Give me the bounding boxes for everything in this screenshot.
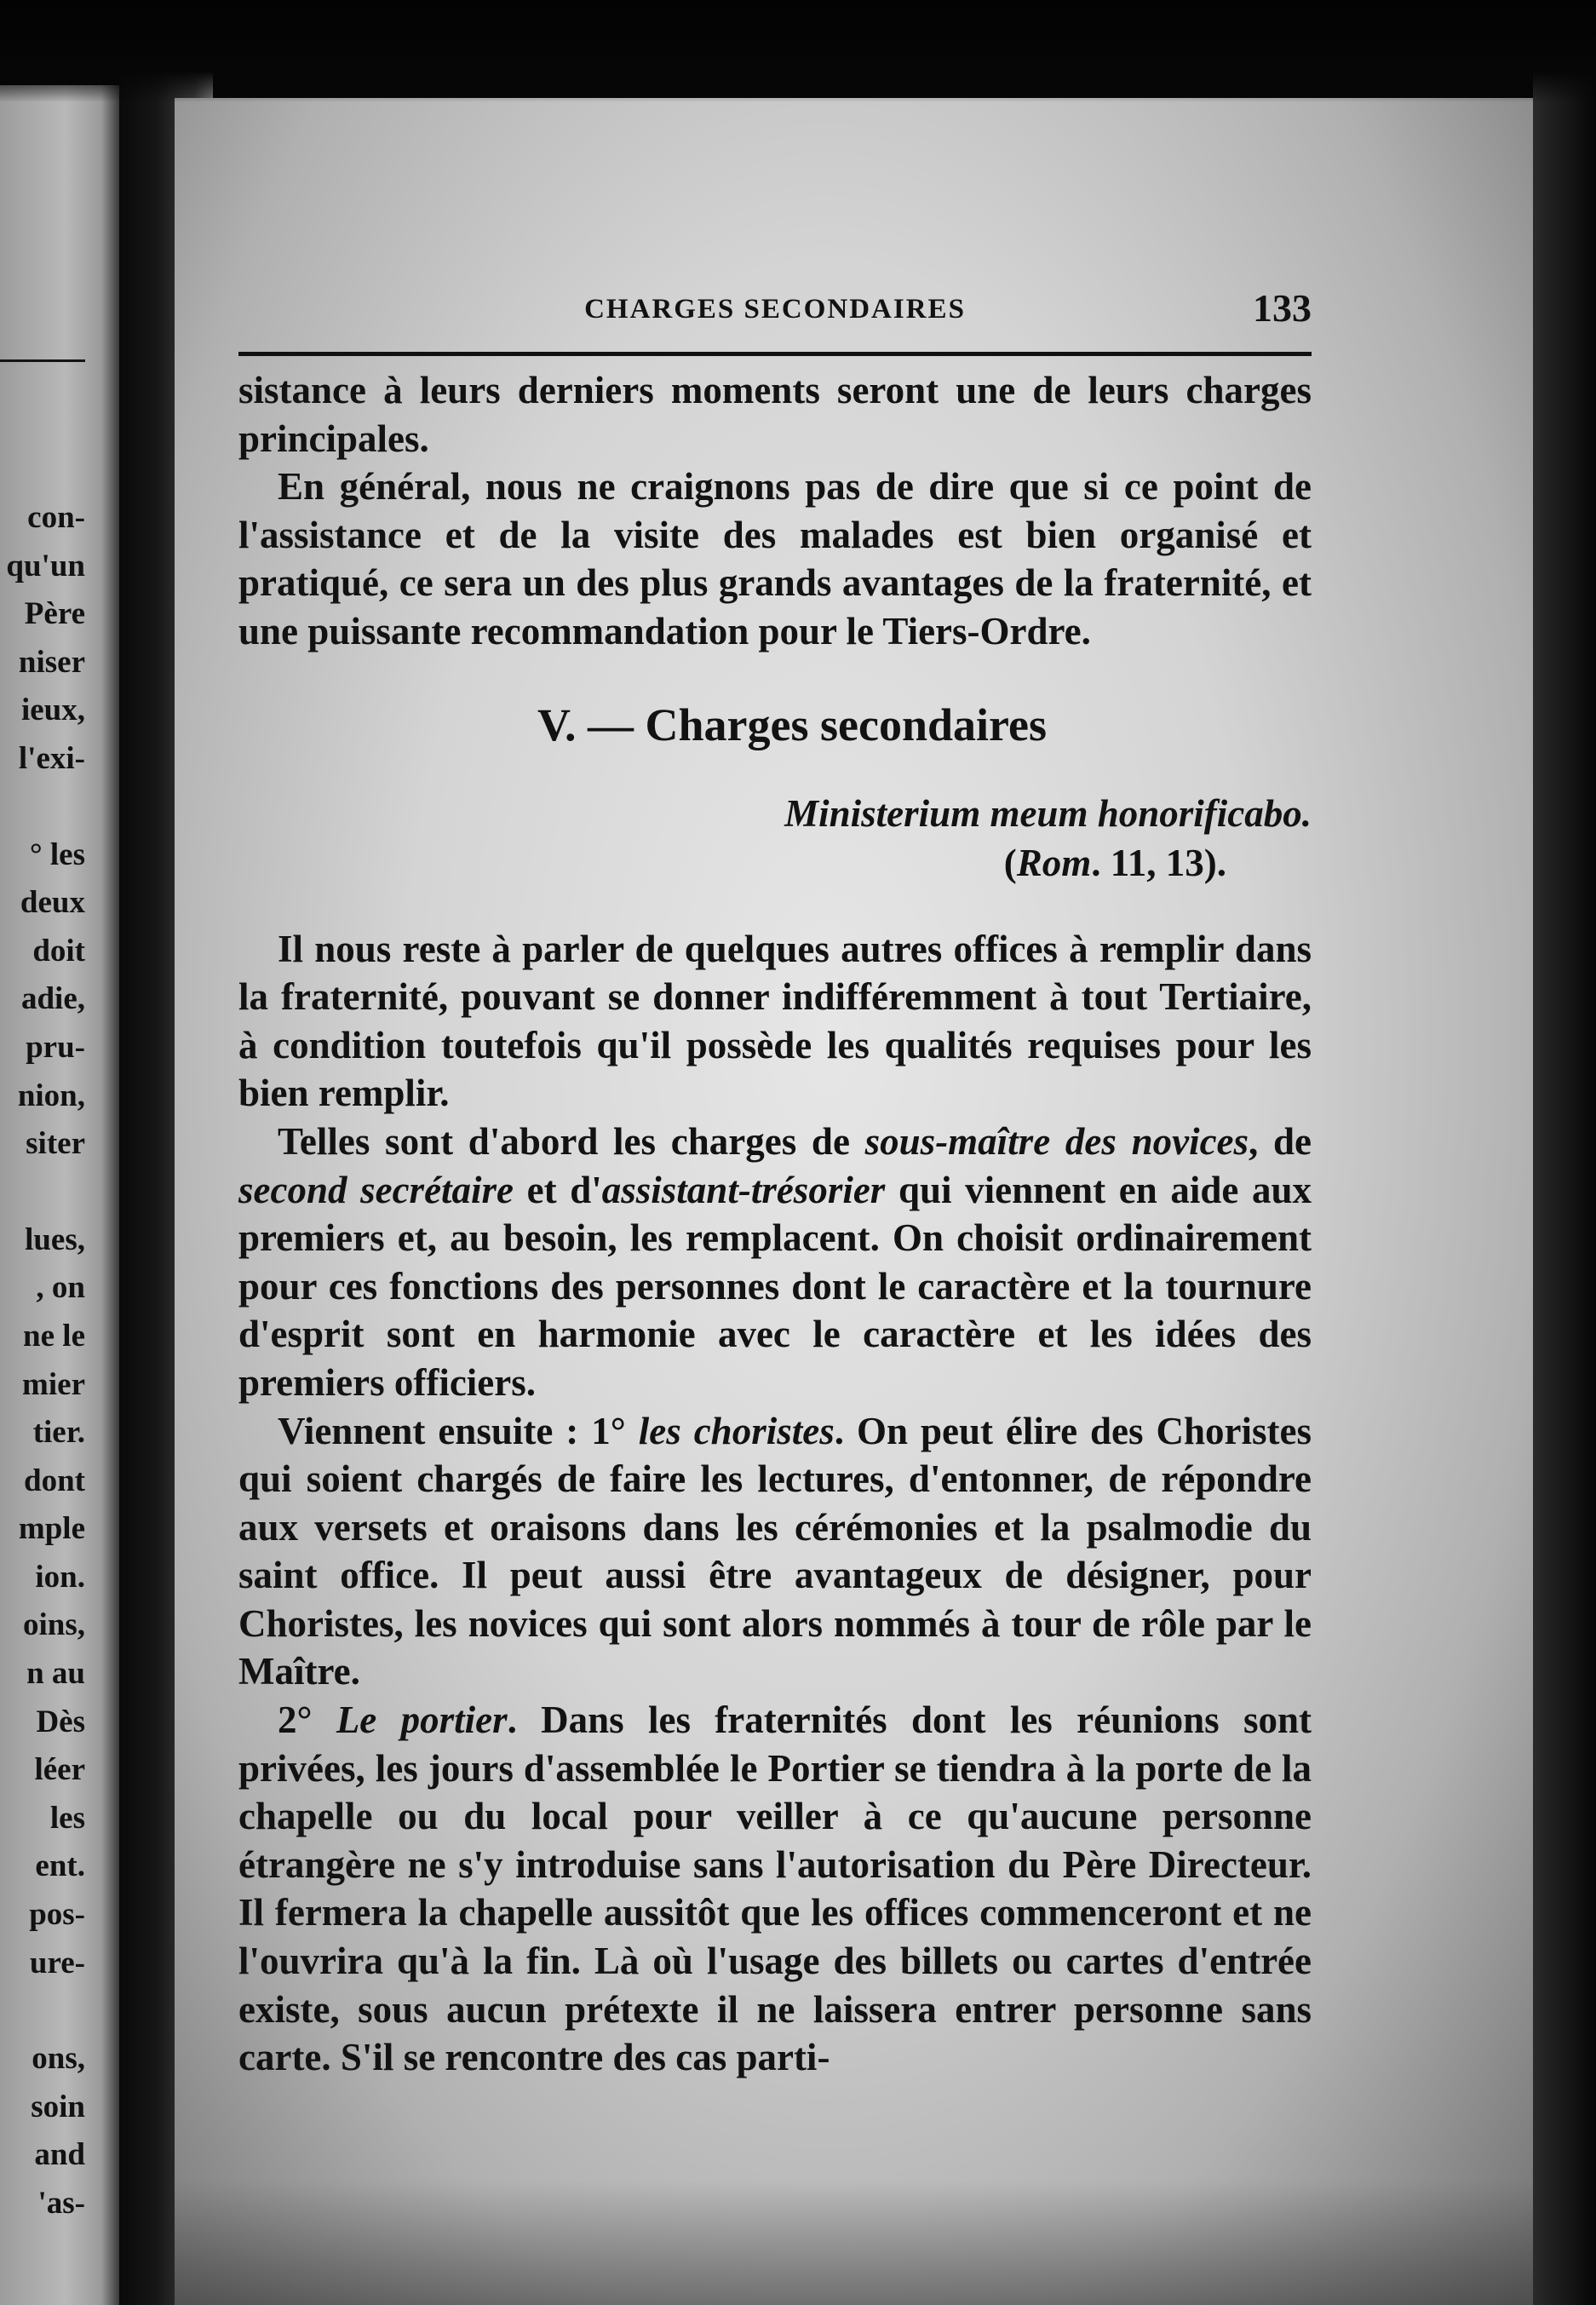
previous-page-line-endings xyxy=(0,494,85,2228)
page-number: 133 xyxy=(1253,286,1312,330)
italic-term: Le portier xyxy=(336,1699,508,1742)
previous-page-line xyxy=(0,784,85,831)
text-run: Telles sont d'abord les charges de xyxy=(278,1119,865,1163)
previous-page-line: ne le xyxy=(23,1318,85,1354)
scan-top-border xyxy=(0,0,1596,102)
text-run: . On peut élire des Choristes qui soient chargés de faire les lectures, d'entonner, de répondre aux versets et oraisons dans les cérémonies et la psalmodie du saint office. Il peut aussi être avantageux de désigner, pour Choristes, les novices qui sont alors nommés à tour de rôle par le Maître. xyxy=(238,1409,1312,1693)
epigraph-quote: Ministerium meum honorificabo. xyxy=(784,791,1312,835)
previous-page-line: deux xyxy=(20,885,85,921)
text-run: Viennent ensuite : 1° xyxy=(278,1409,639,1452)
previous-page-line: mple xyxy=(18,1511,85,1547)
paragraph-continuation: sistance à leurs derniers moments seront une de leurs charges principales. xyxy=(238,369,1312,460)
paragraph-other-offices: Il nous reste à parler de quelques autres offices à remplir dans la fraternité, pouvant se donner indifféremment à tout Tertiaire, à condition toutefois qu'il possède les qualités requises pour les bien remplir. xyxy=(238,927,1312,1115)
previous-page-line: ieux, xyxy=(20,693,85,728)
page-text-block xyxy=(238,285,1312,2082)
italic-term: second secrétaire xyxy=(238,1168,514,1211)
section-heading: V. — Charges secondaires xyxy=(537,698,1047,750)
previous-page-line: doit xyxy=(32,933,85,969)
previous-page-line: l'exi- xyxy=(18,740,85,776)
italic-term: les choristes xyxy=(638,1409,835,1452)
previous-page-line: Père xyxy=(24,596,85,632)
book-page xyxy=(175,98,1537,2305)
text-run: qui viennent en aide aux premiers et, au besoin, les remplacent. On choisit ordinairement pour ces fonctions des personnes dont le caractère et la tournure d'esprit sont en harmonie avec le caractère et les idées des premiers officiers. xyxy=(238,1168,1312,1404)
epigraph-ref-book: Rom xyxy=(1016,841,1092,884)
scan-right-border xyxy=(1533,0,1596,2305)
previous-page-line: les xyxy=(49,1800,85,1836)
previous-page-line: léer xyxy=(34,1752,85,1788)
previous-page-line: dont xyxy=(24,1463,85,1498)
previous-page-line: 'as- xyxy=(37,2186,85,2221)
previous-page-line: n au xyxy=(26,1656,85,1692)
previous-page-line: pos- xyxy=(29,1897,85,1933)
previous-page-line: ion. xyxy=(35,1559,85,1595)
previous-page-line: tier. xyxy=(32,1415,85,1451)
previous-page-line: ent. xyxy=(35,1848,85,1884)
previous-page-line: , on xyxy=(36,1270,85,1306)
page-bottom-shadow xyxy=(175,2181,1537,2305)
previous-page-line: oins, xyxy=(22,1607,85,1643)
previous-page-line: ons, xyxy=(32,2041,85,2077)
previous-page-line xyxy=(0,1169,85,1216)
previous-page-line: soin xyxy=(31,2089,85,2124)
previous-page-line: lues, xyxy=(25,1221,85,1257)
previous-page-line: pru- xyxy=(26,1029,85,1065)
epigraph-ref-verse: . 11, 13). xyxy=(1091,841,1226,884)
text-run: et d' xyxy=(514,1168,602,1211)
running-head xyxy=(238,285,1312,345)
epigraph-reference xyxy=(238,838,1312,888)
previous-page-line: con- xyxy=(27,500,85,535)
italic-term: sous-maître des novices xyxy=(864,1119,1249,1163)
paragraph-assistant-charges xyxy=(238,1118,1312,1407)
previous-page-line: Dès xyxy=(36,1704,85,1739)
previous-page-line: niser xyxy=(18,644,85,680)
previous-page-line: qu'un xyxy=(6,548,85,583)
text-run: . Dans les fraternités dont les réunions sont privées, les jours d'assemblée le Portier se tiendra à la porte de la chapelle ou du local pour veiller à ce qu'aucune personne étrangère ne s'y introduise sans l'autorisation du Père Directeur. Il fermera la chapelle aussitôt que les offices commenceront et ne l'ouvrira qu'à la fin. Là où l'usage des billets ou cartes d'entrée existe, sous aucun prétexte il ne laissera entrer personne sans carte. S'il se rencontre des cas parti- xyxy=(238,1699,1312,2079)
previous-page-line: mier xyxy=(22,1366,85,1402)
epigraph-ref-open: ( xyxy=(1003,841,1017,884)
previous-page-line: and xyxy=(34,2137,85,2173)
previous-page-line: ure- xyxy=(29,1945,85,1980)
epigraph xyxy=(238,789,1312,888)
previous-page-line: ° les xyxy=(29,836,85,872)
text-run: , de xyxy=(1249,1119,1312,1163)
header-rule xyxy=(238,352,1312,356)
paragraph-general: En général, nous ne craignons pas de dire que si ce point de l'assistance et de la visite des malades est bien organisé et pratiqué, ce sera un des plus grands avantages de la fraternité, et une puissante recommandation pour le Tiers-Ordre. xyxy=(238,465,1312,652)
previous-page-header-rule xyxy=(0,359,85,362)
previous-page-line xyxy=(0,1987,85,2035)
paragraph-portier xyxy=(238,1696,1312,2082)
running-title: CHARGES SECONDAIRES xyxy=(584,294,966,325)
italic-term: assistant-trésorier xyxy=(601,1168,886,1211)
paragraph-choristes xyxy=(238,1407,1312,1697)
previous-page-line: adie, xyxy=(20,981,85,1017)
previous-page-edge xyxy=(0,85,119,2305)
previous-page-line: nion, xyxy=(17,1078,85,1113)
text-run: 2° xyxy=(278,1699,336,1742)
previous-page-line: siter xyxy=(26,1126,85,1162)
